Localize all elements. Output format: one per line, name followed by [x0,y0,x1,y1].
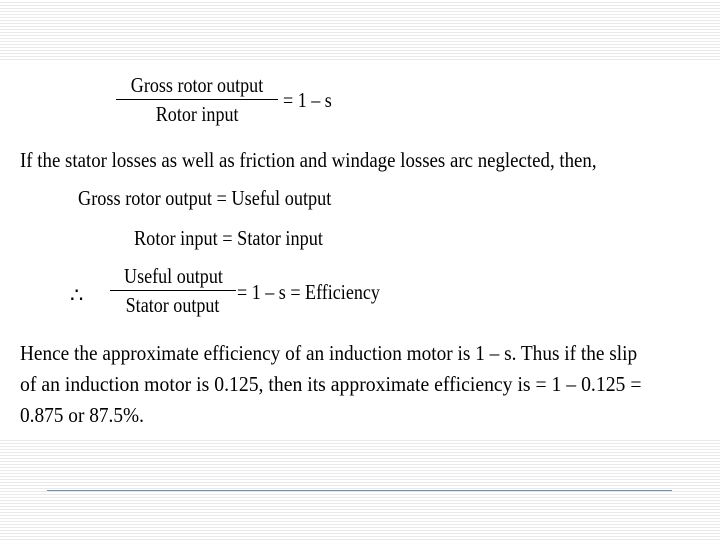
paragraph-line: 0.875 or 87.5%. [20,403,144,427]
footer-divider-line [47,490,672,491]
equation-rotor-ratio-fraction [116,73,278,126]
paragraph-approximate-efficiency [20,338,700,431]
fraction-denominator: Rotor input [155,102,239,126]
paragraph-line: Hence the approximate efficiency of an induction motor is 1 – s. Thus if the slip [20,341,638,365]
fraction-numerator: Useful output [123,264,223,288]
fraction-denominator: Stator output [126,293,220,317]
paragraph-stator-losses: If the stator losses as well as friction and windage losses arc neglected, then, [20,148,597,172]
fraction-bar [116,99,278,100]
therefore-symbol: ∴ [70,283,84,307]
fraction-bar [110,290,236,291]
equation-rotor-input: Rotor input = Stator input [134,226,323,250]
equation-efficiency-fraction [110,264,236,317]
equation-efficiency-rhs: = 1 – s = Efficiency [237,280,380,304]
fraction-numerator: Gross rotor output [130,73,264,97]
equation-gross-rotor-output: Gross rotor output = Useful output [78,186,332,210]
equation-rotor-ratio-rhs: = 1 – s [283,88,332,112]
paragraph-line: of an induction motor is 0.125, then its approximate efficiency is = 1 – 0.125 = [20,372,642,396]
